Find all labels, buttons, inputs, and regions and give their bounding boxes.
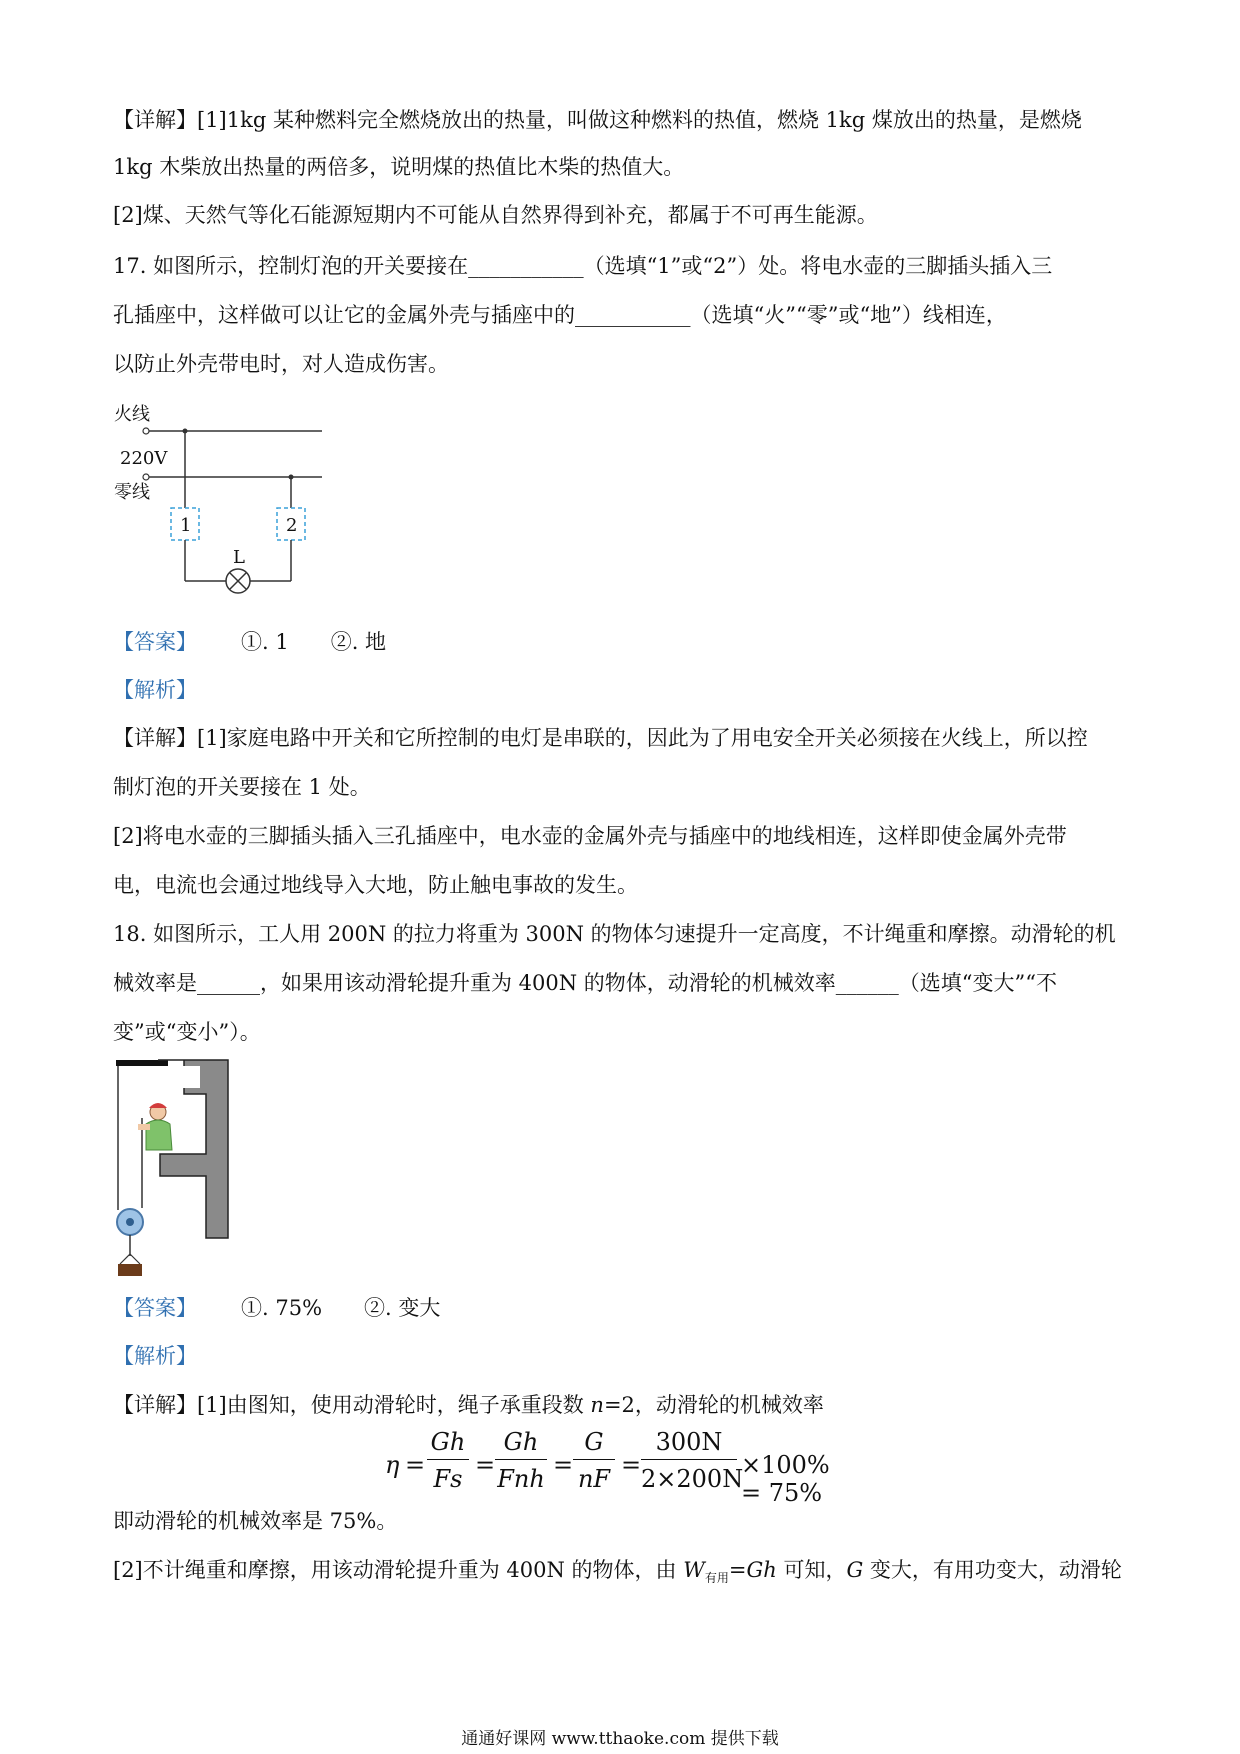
eta-symbol: η: [385, 1451, 400, 1479]
answer-17-value: ①. 1 ②. 地: [241, 630, 387, 654]
position-1-label: 1: [180, 515, 192, 536]
detail-18-line: [113, 1556, 1133, 1592]
analysis-tag: 【解析】: [113, 678, 197, 702]
voltage-label: 220V: [120, 448, 168, 469]
answer-17: [113, 628, 1133, 656]
detail-text: 【详解】[1]由图知，使用动滑轮时，绳子承重段数: [113, 1393, 591, 1417]
question-18-line: 械效率是______，如果用该动滑轮提升重为 400N 的物体，动滑轮的机械效率______（选填“变大”“不: [113, 971, 1058, 995]
worker-icon: [138, 1103, 172, 1150]
detail-text: 变大，有用功变大，动滑轮: [863, 1558, 1122, 1582]
live-wire-label: 火线: [114, 404, 150, 425]
numerator: Gh: [427, 1428, 469, 1460]
detail-17-line: 电，电流也会通过地线导入大地，防止触电事故的发生。: [113, 873, 638, 897]
pulley-illustration: [112, 1058, 236, 1278]
equals-sign: =: [475, 1451, 496, 1479]
detail-17-line: 制灯泡的开关要接在 1 处。: [113, 775, 371, 799]
lamp-icon: [226, 569, 250, 593]
equals-sign: =: [405, 1451, 426, 1479]
n-variable: n: [590, 1393, 604, 1417]
denominator: 2×200N: [641, 1465, 744, 1493]
question-17-line: 以防止外壳带电时，对人造成伤害。: [113, 352, 449, 376]
gh-variable: Gh: [746, 1558, 777, 1582]
useful-subscript: 有用: [704, 1571, 729, 1586]
position-2-label: 2: [286, 515, 298, 536]
denominator: Fnh: [497, 1465, 545, 1493]
lamp-label: L: [233, 547, 245, 568]
answer-18-value: ①. 75% ②. 变大: [241, 1296, 441, 1320]
formula-result: ×100% = 75%: [741, 1451, 830, 1507]
fraction: [427, 1428, 469, 1493]
numerator: G: [573, 1428, 615, 1460]
detail-18-line: 即动滑轮的机械效率是 75%。: [113, 1509, 398, 1533]
w-variable: W: [683, 1558, 705, 1582]
detail-text: =: [728, 1558, 747, 1582]
neutral-wire-label: 零线: [114, 482, 150, 503]
question-18-line: 18. 如图所示，工人用 200N 的拉力将重为 300N 的物体匀速提升一定高度，不计绳重和摩擦。动滑轮的机: [113, 922, 1116, 946]
detail-line: [2]煤、天然气等化石能源短期内不可能从自然界得到补充，都属于不可再生能源。: [113, 203, 878, 227]
footer-source: 通通好课网 www.tthaoke.com 提供下载: [461, 1729, 779, 1749]
answer-tag: 【答案】: [113, 630, 197, 654]
answer-tag: 【答案】: [113, 1296, 197, 1320]
detail-17-line: 【详解】[1]家庭电路中开关和它所控制的电灯是串联的，因此为了用电安全开关必须接在火线上，所以控: [113, 726, 1088, 750]
denominator: Fs: [433, 1465, 463, 1493]
detail-line: 【详解】[1]1kg 某种燃料完全燃烧放出的热量，叫做这种燃料的热值，燃烧 1kg 煤放出的热量，是燃烧: [113, 108, 1082, 132]
question-17-line: 孔插座中，这样做可以让它的金属外壳与插座中的___________（选填“火”“零”或“地”）线相连，: [113, 303, 1007, 327]
detail-18-line: [113, 1391, 1133, 1419]
numerator: Gh: [495, 1428, 547, 1460]
detail-17-line: [2]将电水壶的三脚插头插入三孔插座中，电水壶的金属外壳与插座中的地线相连，这样即使金属外壳带: [113, 824, 1067, 848]
equals-sign: =: [553, 1451, 574, 1479]
fraction: [641, 1428, 744, 1493]
question-17-line: 17. 如图所示，控制灯泡的开关要接在___________（选填“1”或“2”）处。将电水壶的三脚插头插入三: [113, 254, 1053, 278]
detail-text: [2]不计绳重和摩擦，用该动滑轮提升重为 400N 的物体，由: [113, 1558, 684, 1582]
answer-18: [113, 1294, 1133, 1322]
circuit-diagram: [110, 398, 330, 598]
equals-sign: =: [621, 1451, 642, 1479]
movable-pulley-icon: [117, 1209, 143, 1256]
detail-line: 1kg 木柴放出热量的两倍多，说明煤的热值比木柴的热值大。: [113, 155, 685, 179]
numerator: 300N: [641, 1428, 737, 1460]
fraction: [495, 1428, 547, 1493]
weight-icon: [118, 1254, 142, 1276]
detail-text: =2，动滑轮的机械效率: [603, 1393, 824, 1417]
g-variable: G: [846, 1558, 864, 1582]
fraction: [573, 1428, 615, 1493]
detail-text: 可知，: [776, 1558, 847, 1582]
denominator: nF: [577, 1465, 611, 1493]
question-18-line: 变”或“变小”）。: [113, 1020, 261, 1044]
analysis-tag: 【解析】: [113, 1344, 197, 1368]
